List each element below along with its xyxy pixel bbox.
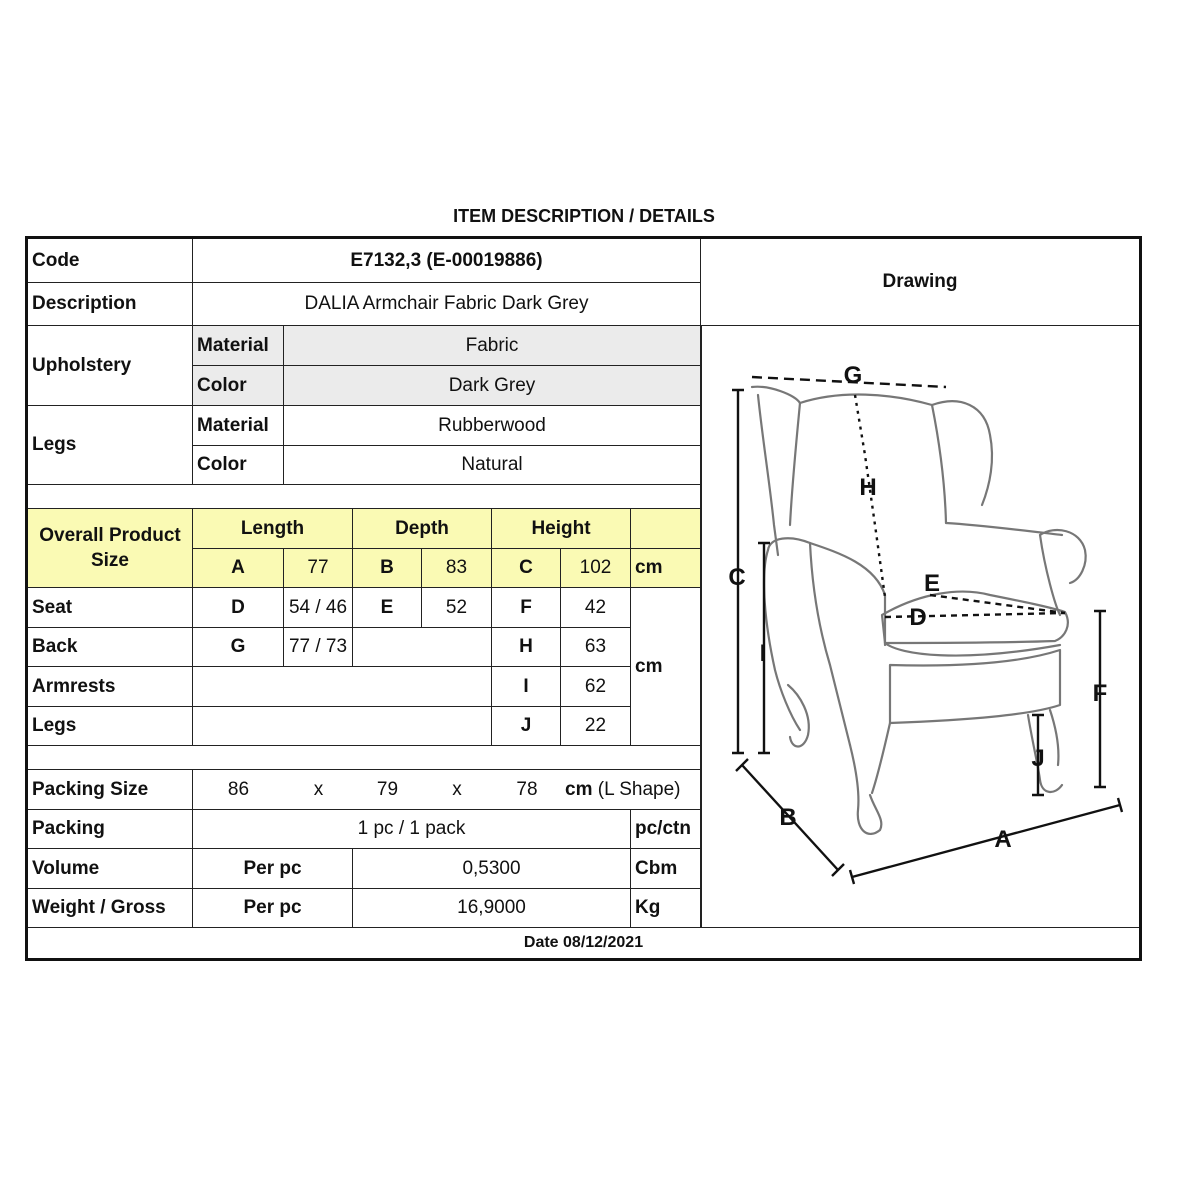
dim-a-value: 77 [284, 549, 353, 588]
dim-f-value: 42 [561, 588, 631, 628]
drawing-letter-f: F [1092, 680, 1108, 707]
packing-note: (L Shape) [597, 778, 681, 800]
back-blank [353, 628, 492, 667]
upholstery-material-value: Fabric [284, 326, 701, 366]
armrests-label: Armrests [28, 667, 193, 707]
drawing-letter-h: H [859, 474, 877, 501]
weight-label: Weight / Gross [28, 889, 193, 928]
volume-value: 0,5300 [353, 849, 631, 889]
dim-line-a [852, 805, 1120, 877]
chair-back-top [800, 395, 932, 405]
spacer-row-2 [28, 746, 701, 770]
volume-per: Per pc [193, 849, 353, 889]
packing-size-label: Packing Size [28, 770, 193, 810]
legs-dim-blank [193, 707, 492, 746]
drawing-letter-g: G [843, 362, 863, 389]
dim-a-letter: A [193, 549, 284, 588]
packing-unit-wrap [565, 779, 681, 801]
upholstery-color-value: Dark Grey [284, 366, 701, 406]
drawing-header: Drawing [701, 239, 1139, 326]
overall-size-label: Overall Product Size [28, 509, 193, 588]
legs-material-label: Material [193, 406, 284, 446]
weight-unit: Kg [631, 889, 701, 928]
packing-x1: x [313, 778, 324, 800]
drawing-letter-c: C [728, 564, 746, 591]
chair-leg-left-front [850, 745, 881, 834]
dim-b-value: 83 [422, 549, 492, 588]
packing-width: 79 [376, 778, 399, 800]
dim-i-letter: I [492, 667, 561, 707]
sheet-title: ITEM DESCRIPTION / DETAILS [453, 206, 715, 226]
legs-color-label: Color [193, 446, 284, 485]
upholstery-label: Upholstery [28, 326, 193, 406]
dim-f-letter: F [492, 588, 561, 628]
legs-dim-label: Legs [28, 707, 193, 746]
packing-height: 78 [516, 778, 538, 800]
date-footer: Date 08/12/2021 [523, 934, 644, 951]
dim-c-value: 102 [561, 549, 631, 588]
drawing-letter-a: A [994, 826, 1012, 853]
legs-label: Legs [28, 406, 193, 485]
code-value: E7132,3 (E-00019886) [193, 239, 701, 283]
packing-size-row [193, 770, 701, 810]
dim-c-letter: C [492, 549, 561, 588]
packing-length: 86 [227, 778, 250, 800]
unit-header-blank [631, 509, 701, 549]
legs-material-value: Rubberwood [284, 406, 701, 446]
overall-unit: cm [631, 549, 701, 588]
legs-color-value: Natural [284, 446, 701, 485]
description-value: DALIA Armchair Fabric Dark Grey [193, 283, 701, 326]
dim-j-letter: J [492, 707, 561, 746]
dim-e-letter: E [353, 588, 422, 628]
dim-g-letter: G [193, 628, 284, 667]
upholstery-color-label: Color [193, 366, 284, 406]
armrests-blank [193, 667, 492, 707]
dims-unit: cm [631, 588, 701, 746]
dim-e-value: 52 [422, 588, 492, 628]
depth-header: Depth [353, 509, 492, 549]
chair-left-wing [758, 395, 778, 555]
weight-per: Per pc [193, 889, 353, 928]
dim-b-letter: B [353, 549, 422, 588]
drawing-letter-j: J [1031, 745, 1045, 772]
volume-unit: Cbm [631, 849, 701, 889]
dim-h-letter: H [492, 628, 561, 667]
drawing-letter-b: B [779, 804, 797, 831]
dim-d-value: 54 / 46 [284, 588, 353, 628]
volume-label: Volume [28, 849, 193, 889]
description-label: Description [28, 283, 193, 326]
height-header: Height [492, 509, 631, 549]
packing-unit: cm [565, 778, 593, 800]
packing-x2: x [452, 778, 462, 800]
drawing-letter-e: E [923, 570, 941, 597]
drawing-letter-i: I [759, 640, 767, 667]
dim-i-value: 62 [561, 667, 631, 707]
armchair-dimension-drawing [700, 325, 1140, 926]
back-label: Back [28, 628, 193, 667]
packing-label: Packing [28, 810, 193, 849]
packing-value: 1 pc / 1 pack [193, 810, 631, 849]
dim-h-value: 63 [561, 628, 631, 667]
dim-g-value: 77 / 73 [284, 628, 353, 667]
spacer-row [28, 485, 701, 509]
dim-line-e [930, 595, 1065, 613]
chair-left-arm [768, 538, 885, 645]
weight-value: 16,9000 [353, 889, 631, 928]
dim-j-value: 22 [561, 707, 631, 746]
packing-unit-ctn: pc/ctn [631, 810, 701, 849]
upholstery-material-label: Material [193, 326, 284, 366]
drawing-letter-d: D [909, 604, 927, 631]
length-header: Length [193, 509, 353, 549]
seat-label: Seat [28, 588, 193, 628]
code-label: Code [28, 239, 193, 283]
dim-d-letter: D [193, 588, 284, 628]
